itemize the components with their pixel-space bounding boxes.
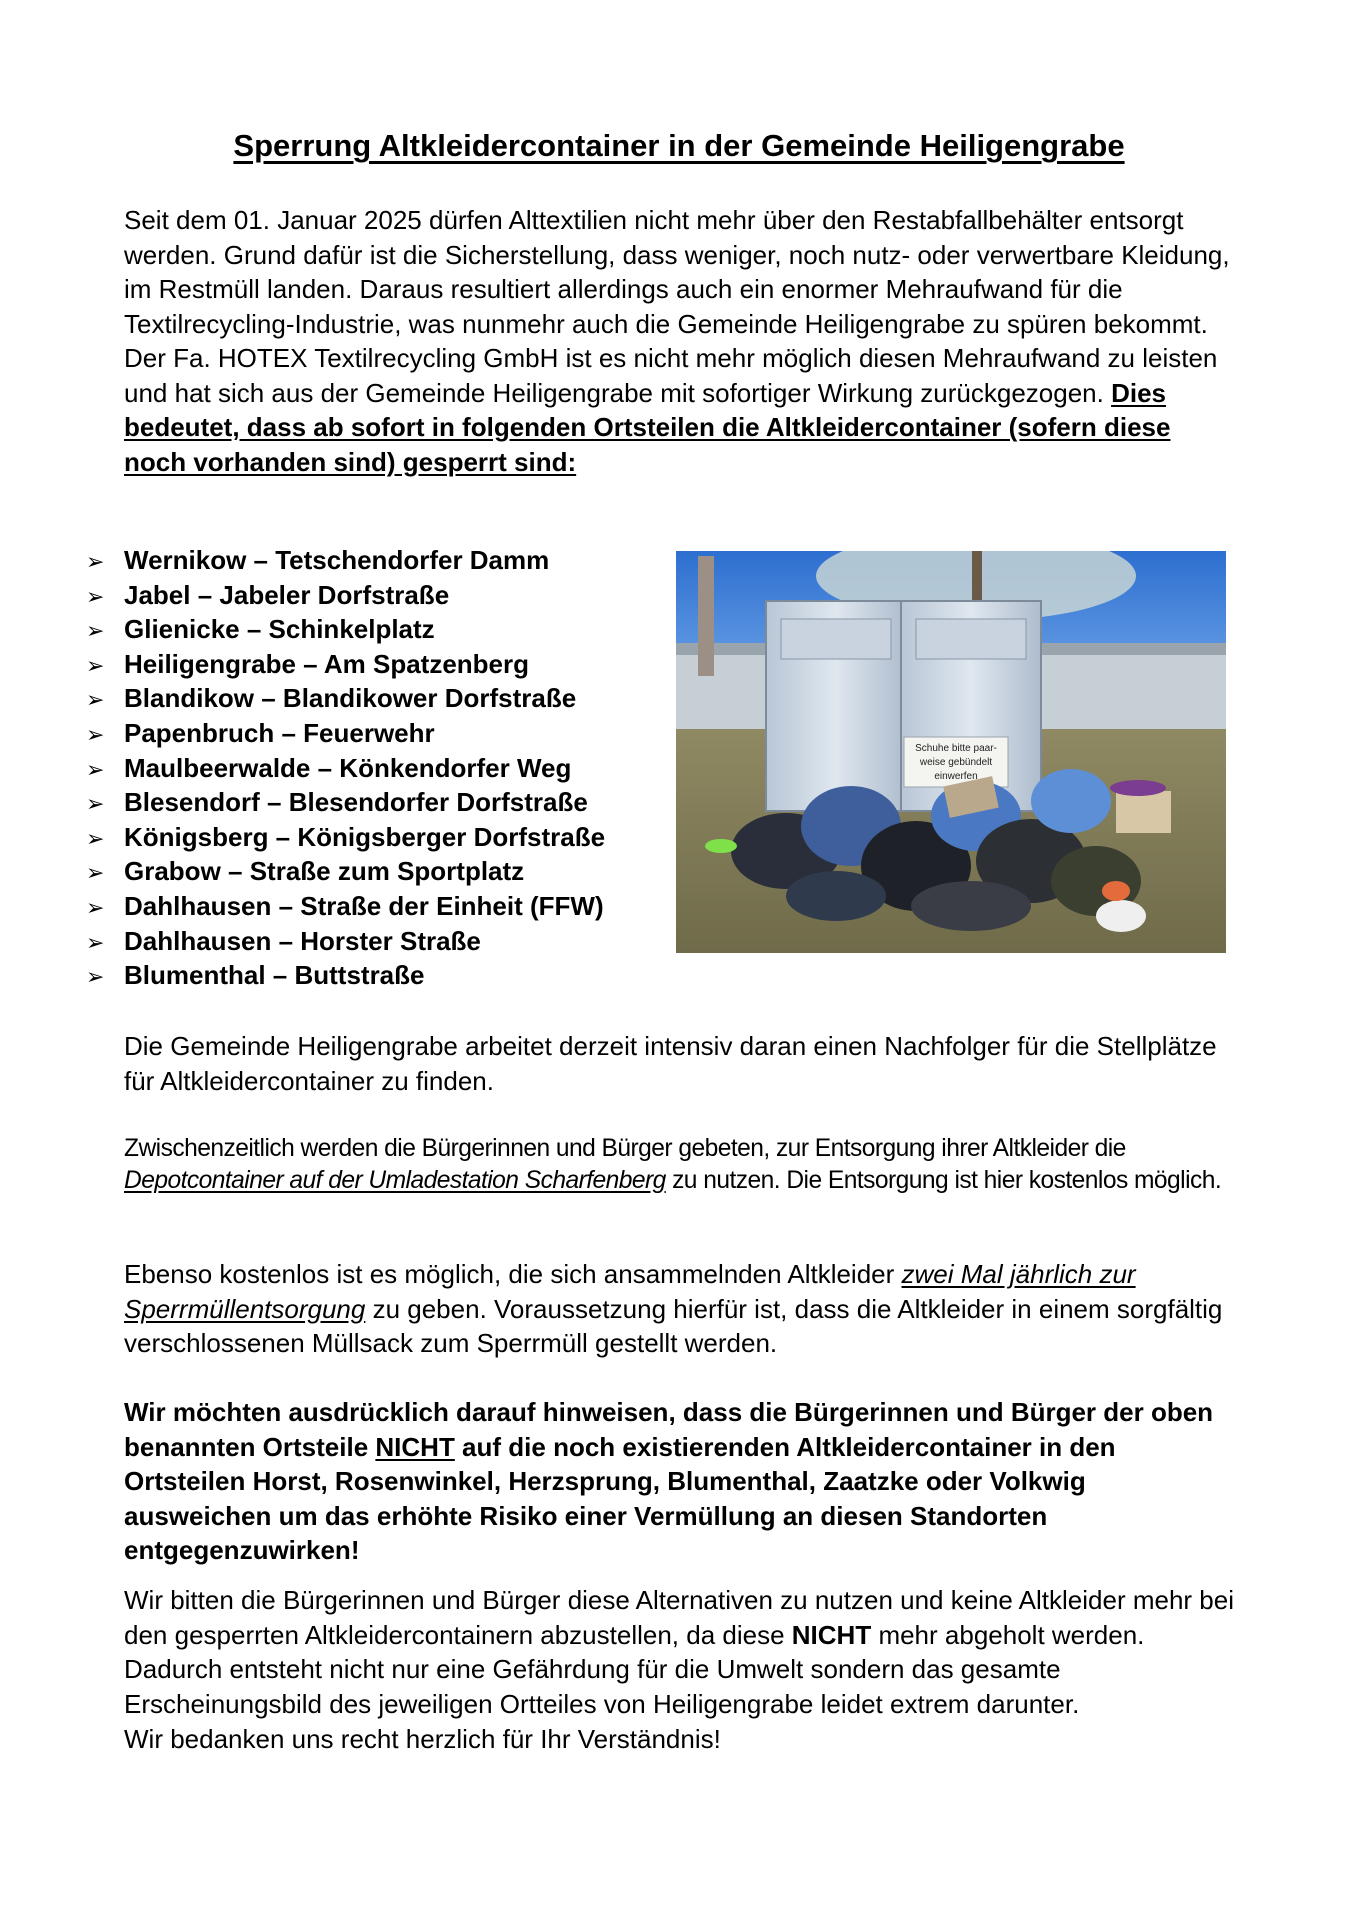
list-item [86,716,605,751]
depot-paragraph [124,1133,1234,1196]
container-photo [676,551,1226,953]
page-title: Sperrung Altkleidercontainer in der Gemeinde Heiligengrabe [233,128,1125,163]
intro-section [124,203,1234,479]
arrow-bullet-icon: ➢ [86,618,105,644]
location-name: Blandikow – Blandikower Dorfstraße [124,683,577,714]
container-hatch-right [916,619,1026,659]
sign-text-2: weise gebündelt [919,757,993,768]
bulky-waste-paragraph [124,1257,1234,1361]
intro-paragraph-2-text: Der Fa. HOTEX Textilrecycling GmbH ist es nicht mehr möglich diesen Mehraufwand zu leisten und hat sich aus der Gemeinde Heiligengrabe mit sofortiger Wirkung zurückgezogen. [124,343,1218,408]
arrow-bullet-icon: ➢ [86,756,105,782]
sign-text-3: einwerfen [934,771,978,782]
request-not: NICHT [791,1619,872,1650]
arrow-bullet-icon: ➢ [86,825,105,851]
arrow-bullet-icon: ➢ [86,964,105,990]
list-item [86,647,605,682]
arrow-bullet-icon: ➢ [86,894,105,920]
intro-paragraph-1: Seit dem 01. Januar 2025 dürfen Alttextilien nicht mehr über den Restabfallbehälter entsorgt werden. Grund dafür ist die Sicherstellung, dass weniger, noch nutz- oder verwertbare Kleidung, im Restmüll landen. Daraus resultiert allerdings auch ein enormer Mehraufwand für die Textilrecycling-Industrie, was nunmehr auch die Gemeinde Heiligengrabe zu spüren bekommt. [124,205,1230,339]
bulky-schedule: zwei Mal jährlich zur Sperrmüllentsorgung [124,1259,1136,1324]
arrow-bullet-icon: ➢ [86,929,105,955]
list-item [86,924,605,959]
bulky-text-after: zu geben. Voraussetzung hierfür ist, dass die Altkleider in einem sorgfältig verschlossenen Müllsack zum Sperrmüll gestellt werden. [124,1293,1223,1358]
container-hatch-left [781,619,891,659]
location-name: Königsberg – Königsberger Dorfstraße [124,821,606,852]
request-text-before: Wir bitten die Bürgerinnen und Bürger diese Alternativen zu nutzen und keine Altkleider mehr bei den gesperrten Altkleidercontainern abzustellen, da diese [124,1585,1234,1650]
arrow-bullet-icon: ➢ [86,652,105,678]
arrow-bullet-icon: ➢ [86,860,105,886]
arrow-bullet-icon: ➢ [86,549,105,574]
list-item [86,820,605,855]
location-name: Blumenthal – Buttstraße [124,960,425,991]
list-item [86,785,605,820]
arrow-bullet-icon: ➢ [86,791,105,817]
successor-paragraph: Die Gemeinde Heiligengrabe arbeitet derzeit intensiv daran einen Nachfolger für die Stellplätze für Altkleidercontainer zu finden. [124,1031,1217,1096]
location-name: Wernikow – Tetschendorfer Damm [124,545,550,575]
list-item [86,958,605,993]
location-name: Heiligengrabe – Am Spatzenberg [124,648,530,679]
arrow-bullet-icon: ➢ [86,687,105,713]
location-name: Glienicke – Schinkelplatz [124,614,435,645]
location-name: Jabel – Jabeler Dorfstraße [124,579,450,610]
bulky-text-before: Ebenso kostenlos ist es möglich, die sich ansammelnden Altkleider [124,1259,902,1289]
depot-location: Depotcontainer auf der Umladestation Scharfenberg [124,1166,666,1194]
list-item [86,543,605,578]
closure-notice: Dies bedeutet, dass ab sofort in folgenden Ortsteilen die Altkleidercontainer (sofern diese noch vorhanden sind) gesperrt sind: [124,377,1171,477]
sign-text-1: Schuhe bitte paar- [915,743,997,754]
depot-text-after: zu nutzen. Die Entsorgung ist hier kostenlos möglich. [665,1166,1222,1194]
location-name: Blesendorf – Blesendorfer Dorfstraße [124,787,588,818]
warning-paragraph [124,1395,1234,1568]
arrow-bullet-icon: ➢ [86,583,105,609]
warning-text-after: auf die noch existierenden Altkleidercontainer in den Ortsteilen Horst, Rosenwinkel, Herzsprung, Blumenthal, Zaatzke oder Volkwig ausweichen um das erhöhte Risiko einer Vermüllung an diesen Standorten entgegenzuwirken! [124,1431,1116,1565]
intro-paragraph-2 [124,341,1234,479]
location-name: Papenbruch – Feuerwehr [124,717,435,748]
warning-not: NICHT [375,1431,455,1462]
location-name: Dahlhausen – Straße der Einheit (FFW) [124,890,604,921]
location-name: Grabow – Straße zum Sportplatz [124,856,525,887]
request-paragraph [124,1583,1234,1721]
list-item [86,751,605,786]
request-text-after: mehr abgeholt werden. Dadurch entsteht nicht nur eine Gefährdung für die Umwelt sondern das gesamte Erscheinungsbild des jeweiligen Ortteiles von Heiligengrabe leidet extrem darunter. [124,1619,1145,1719]
chimney [698,556,714,676]
depot-text-before: Zwischenzeitlich werden die Bürgerinnen und Bürger gebeten, zur Entsorgung ihrer Altkleider die [124,1135,1126,1162]
list-item [86,578,605,613]
location-list [86,543,605,993]
warning-text-before: Wir möchten ausdrücklich darauf hinweisen, dass die Bürgerinnen und Bürger der oben benannten Ortsteile [124,1397,1214,1462]
list-item [86,889,605,924]
list-item [86,612,605,647]
location-name: Maulbeerwalde – Könkendorfer Weg [124,752,572,783]
list-item [86,854,605,889]
location-name: Dahlhausen – Horster Straße [124,925,481,956]
thanks-paragraph: Wir bedanken uns recht herzlich für Ihr Verständnis! [124,1724,721,1754]
list-item [86,681,605,716]
arrow-bullet-icon: ➢ [86,721,105,747]
